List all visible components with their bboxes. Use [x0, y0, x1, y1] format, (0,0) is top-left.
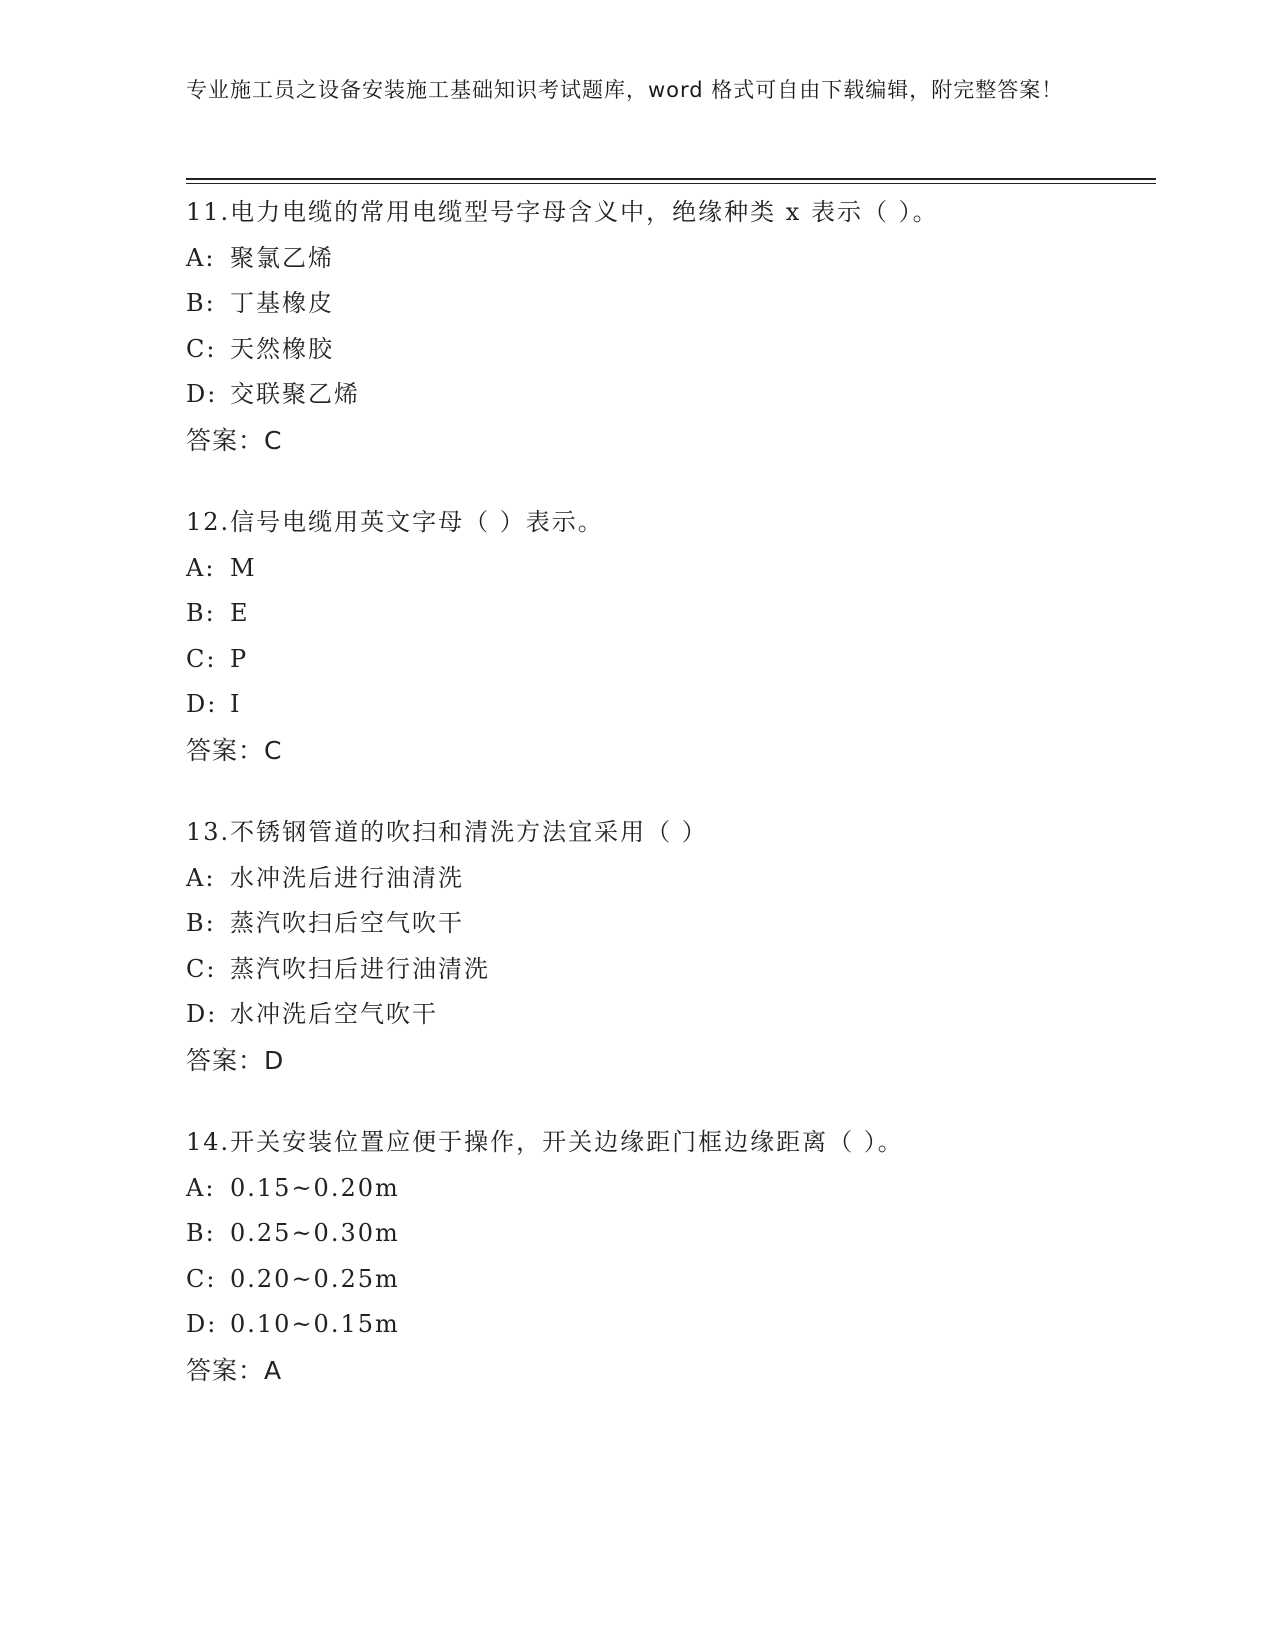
option-key: D:: [186, 690, 218, 718]
option-text: 水冲洗后空气吹干: [230, 1000, 438, 1028]
option-key: A:: [186, 863, 216, 892]
option-text: I: [230, 690, 242, 718]
option-d: [186, 682, 1166, 728]
option-text: 0.10~0.15m: [230, 1310, 400, 1338]
option-key: A:: [186, 243, 216, 272]
option-b: [186, 591, 1166, 637]
option-b: [186, 281, 1166, 327]
option-d: [186, 992, 1166, 1038]
header-divider-thin: [186, 183, 1156, 184]
option-key: D:: [186, 1310, 218, 1338]
option-d: [186, 372, 1166, 418]
option-text: 0.20~0.25m: [230, 1264, 400, 1293]
option-text: 0.25~0.30m: [230, 1219, 400, 1247]
option-key: C:: [186, 954, 217, 983]
option-a: [186, 236, 1166, 282]
option-b: [186, 901, 1166, 947]
option-key: A:: [186, 1173, 216, 1202]
option-c: [186, 637, 1166, 683]
option-key: A:: [186, 553, 216, 582]
option-b: [186, 1211, 1166, 1257]
option-text: P: [230, 644, 249, 673]
question-stem: 11.电力电缆的常用电缆型号字母含义中，绝缘种类 x 表示（ ）。: [186, 198, 939, 226]
question-stem: 12.信号电缆用英文字母（ ）表示。: [186, 508, 604, 536]
option-text: 蒸汽吹扫后空气吹干: [230, 909, 464, 937]
option-key: D:: [186, 1000, 218, 1028]
option-a: [186, 1166, 1166, 1212]
option-text: 丁基橡皮: [230, 289, 334, 317]
question-stem: 13.不锈钢管道的吹扫和清洗方法宜采用（ ）: [186, 818, 708, 846]
option-text: 水冲洗后进行油清洗: [230, 863, 464, 892]
option-text: 蒸汽吹扫后进行油清洗: [230, 954, 490, 983]
option-d: [186, 1302, 1166, 1348]
option-key: B:: [186, 1219, 216, 1247]
option-key: D:: [186, 380, 218, 408]
document-header: 专业施工员之设备安装施工基础知识考试题库，word 格式可自由下载编辑，附完整答案！: [186, 78, 1064, 102]
option-c: [186, 947, 1166, 993]
header-divider-thick: [186, 178, 1156, 180]
option-key: B:: [186, 599, 216, 627]
question-11: [186, 190, 1166, 463]
option-key: C:: [186, 334, 217, 363]
option-a: [186, 856, 1166, 902]
question-14: [186, 1120, 1166, 1393]
option-text: M: [230, 553, 257, 582]
option-text: 交联聚乙烯: [230, 380, 360, 408]
option-key: C:: [186, 644, 217, 673]
option-c: [186, 327, 1166, 373]
answer-line: 答案：C: [186, 425, 283, 455]
answer-line: 答案：A: [186, 1355, 283, 1385]
answer-line: 答案：C: [186, 735, 283, 765]
option-key: C:: [186, 1264, 217, 1293]
option-key: B:: [186, 289, 216, 317]
option-key: B:: [186, 909, 216, 937]
answer-line: 答案：D: [186, 1045, 285, 1075]
option-text: E: [230, 599, 250, 627]
question-13: [186, 810, 1166, 1083]
option-text: 0.15~0.20m: [230, 1173, 400, 1202]
question-12: [186, 500, 1166, 773]
question-list: [186, 190, 1166, 1430]
option-text: 聚氯乙烯: [230, 243, 334, 272]
question-stem: 14.开关安装位置应便于操作，开关边缘距门框边缘距离（ ）。: [186, 1128, 904, 1156]
option-a: [186, 546, 1166, 592]
option-text: 天然橡胶: [230, 334, 334, 363]
option-c: [186, 1257, 1166, 1303]
